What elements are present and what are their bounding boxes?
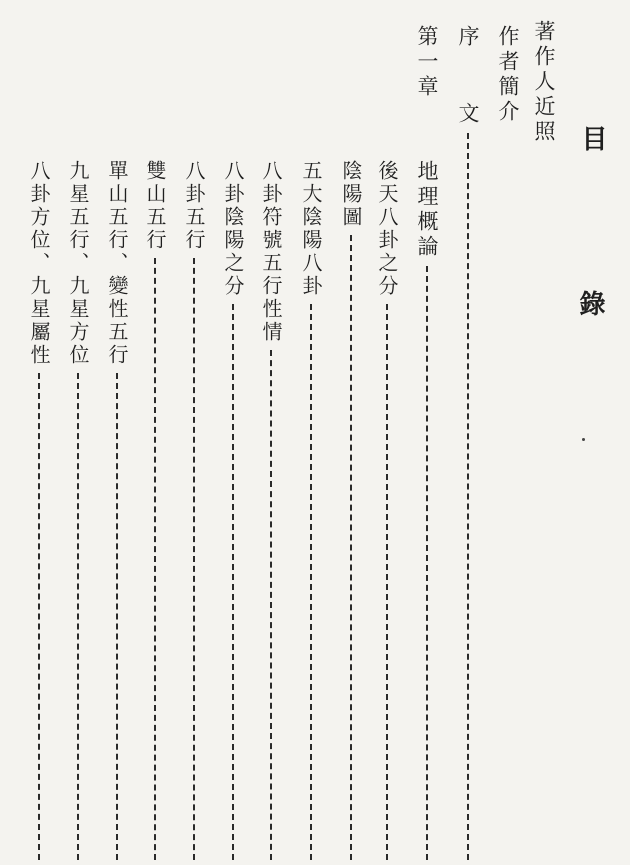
toc-heading-lu: 錄 (575, 290, 605, 326)
toc-entry-chapter-1[interactable] (416, 160, 438, 860)
toc-section-8[interactable] (106, 160, 128, 860)
dotted-leader (77, 373, 79, 860)
dotted-leader (193, 258, 195, 860)
toc-section-5[interactable] (222, 160, 244, 860)
dotted-leader (232, 304, 234, 860)
toc-entry-author-bio[interactable] (497, 25, 519, 185)
chapter-number-label: 第一章 (415, 25, 439, 100)
dotted-leader (154, 258, 156, 860)
section-title: 五大陰陽八卦 (299, 160, 323, 298)
section-title: 雙山五行 (143, 160, 167, 252)
toc-entry-label-preface: 序 (456, 25, 480, 50)
toc-section-3[interactable] (300, 160, 322, 860)
toc-section-2[interactable] (340, 160, 362, 860)
toc-section-4[interactable] (260, 160, 282, 860)
section-title: 九星五行、九星方位 (66, 160, 90, 367)
dotted-leader (467, 133, 469, 860)
section-title: 八卦五行 (182, 160, 206, 252)
section-title: 後天八卦之分 (375, 160, 399, 298)
section-title: 八卦陰陽之分 (221, 160, 245, 298)
dotted-leader (310, 304, 312, 860)
dotted-leader (270, 350, 272, 860)
toc-entry-label-wen: 文 (456, 102, 480, 127)
toc-section-1[interactable] (376, 160, 398, 860)
section-title: 八卦方位、九星屬性 (27, 160, 51, 367)
toc-entry-label: 著作人近照 (532, 20, 556, 145)
dotted-leader (386, 304, 388, 860)
dotted-leader (350, 235, 352, 860)
toc-section-9[interactable] (67, 160, 89, 860)
bleed-through-text (150, 20, 210, 180)
dotted-leader (426, 266, 428, 860)
toc-section-10[interactable] (28, 160, 50, 860)
toc-entry-preface[interactable] (457, 25, 479, 860)
section-title: 八卦符號五行性情 (259, 160, 283, 344)
toc-entry-author-photo[interactable] (533, 20, 555, 220)
toc-heading-mu: 目 (577, 125, 607, 161)
section-title: 單山五行、變性五行 (105, 160, 129, 367)
section-title: 陰陽圖 (339, 160, 363, 229)
toc-entry-label: 作者簡介 (496, 25, 520, 125)
page-speck (582, 438, 585, 441)
dotted-leader (38, 373, 40, 860)
chapter-title: 地理概論 (415, 160, 439, 260)
toc-section-6[interactable] (183, 160, 205, 860)
dotted-leader (116, 373, 118, 860)
toc-section-7[interactable] (144, 160, 166, 860)
